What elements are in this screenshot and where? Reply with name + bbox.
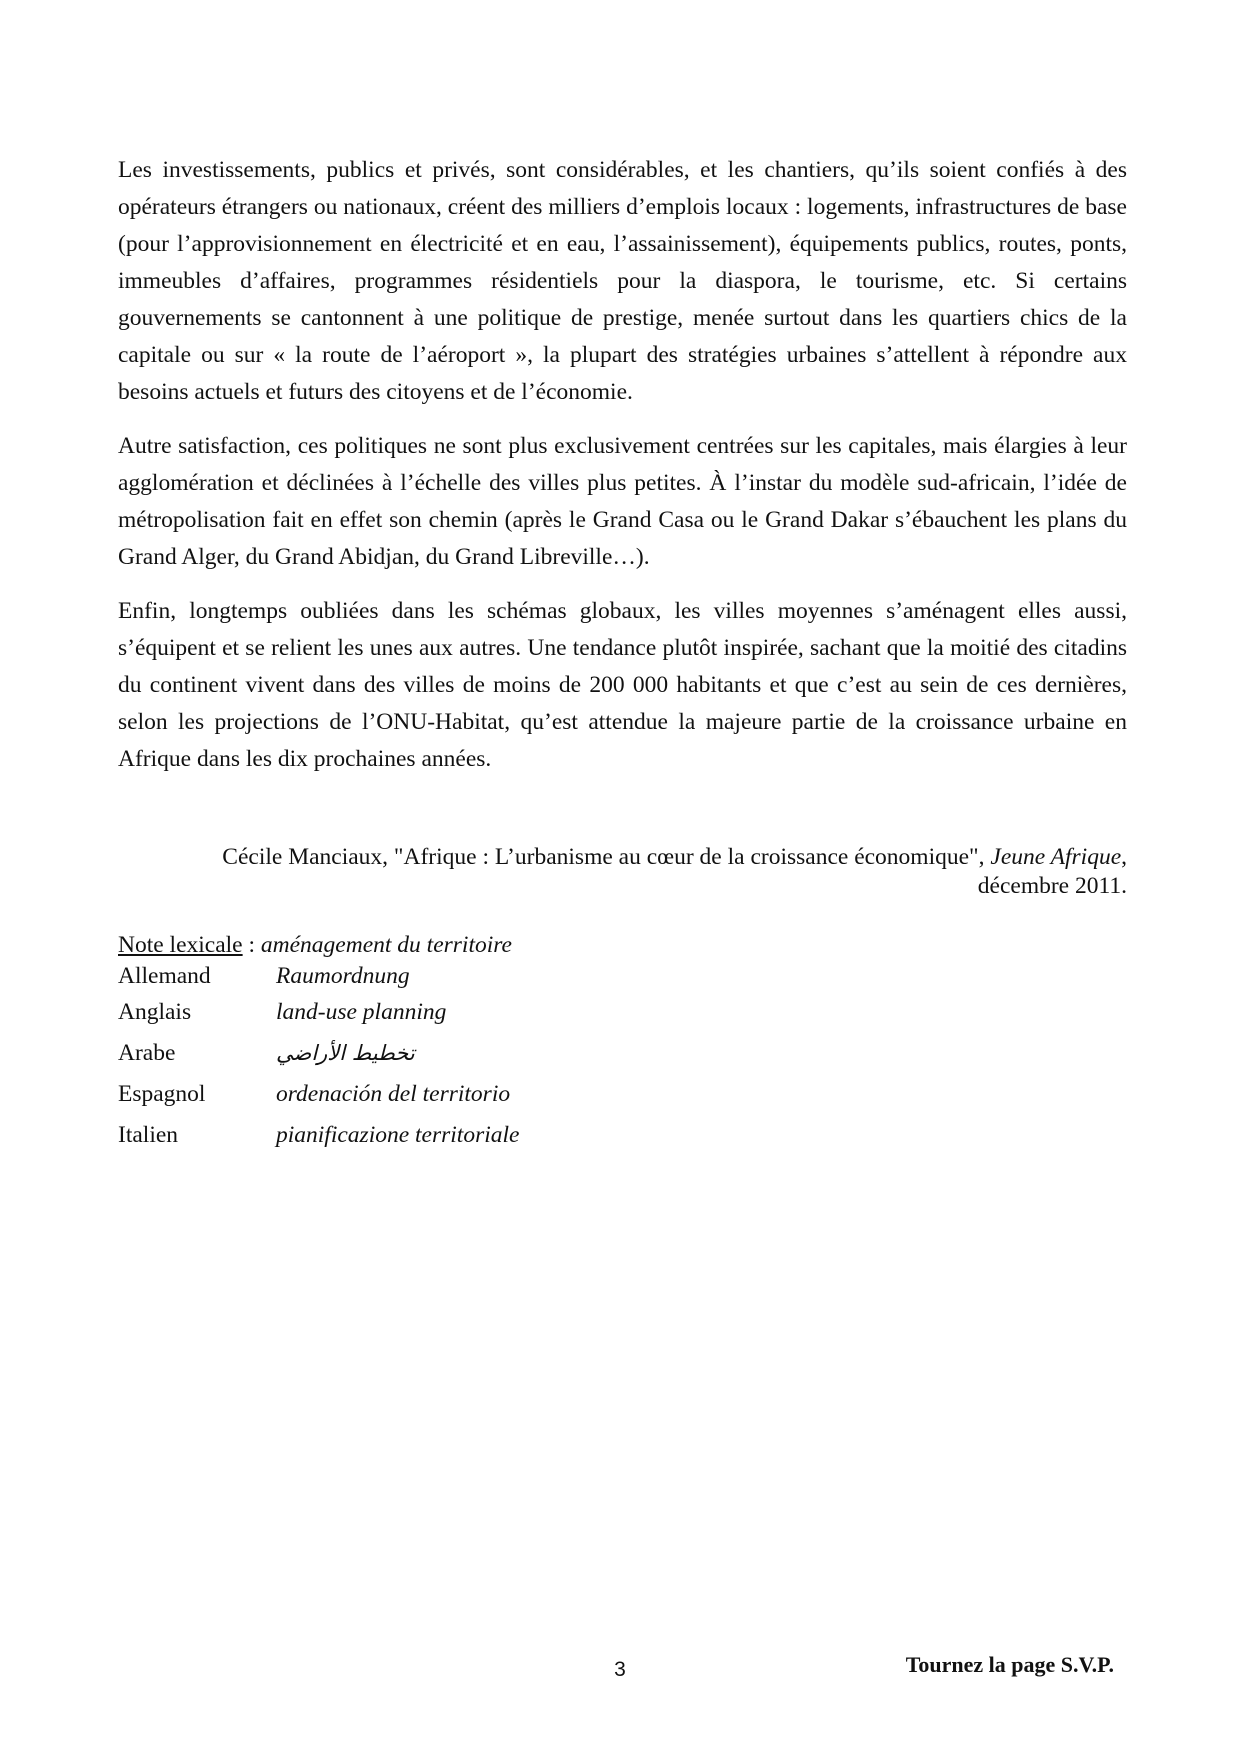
lexical-note-label: Note lexicale [118,932,243,958]
lexical-note-header [118,930,818,960]
article-body [118,152,1127,795]
language-name: Arabe [118,1040,176,1066]
language-name: Anglais [118,999,192,1025]
page-number: 3 [614,1658,626,1681]
citation-journal: Jeune Afrique [990,844,1122,870]
language-name: Allemand [118,963,211,989]
citation-line-1 [118,843,1127,872]
translation-term: ordenación del territorio [276,1081,511,1107]
paragraph-2: Autre satisfaction, ces politiques ne sont plus exclusivement centrées sur les capitales, mais élargies à leur agglomération et déclinées à l’échelle des villes plus petites. À l’instar du modèle sud-africain, l’idée de métropolisation fait en effet son chemin (après le Grand Casa ou le Grand Dakar s’ébauchent les plans du Grand Alger, du Grand Abidjan, du Grand Libreville…). [118,433,1127,570]
translation-row [118,1115,818,1156]
citation [118,843,1127,901]
translation-term: land-use planning [276,999,447,1025]
translation-term: pianificazione territoriale [276,1122,520,1148]
paragraph-3: Enfin, longtemps oubliées dans les schémas globaux, les villes moyennes s’aménagent elles aussi, s’équipent et se relient les unes aux autres. Une tendance plutôt inspirée, sachant que la moitié des citadins du continent vivent dans des villes de moins de 200 000 habitants et que c’est au sein de ces dernières, selon les projections de l’ONU-Habitat, qu’est attendue la majeure partie de la croissance urbaine en Afrique dans les dix prochaines années. [118,598,1127,772]
translation-row [118,960,818,992]
citation-date: décembre 2011. [977,873,1127,899]
lexical-note-separator: : [242,932,261,958]
turn-page-notice: Tournez la page S.V.P. [905,1652,1114,1677]
citation-comma: , [1121,844,1127,870]
translation-row [118,1033,818,1074]
translation-term: Raumordnung [276,963,410,989]
translation-term-arabic: تخطيط الأراضي [276,1041,415,1065]
translation-row [118,1074,818,1115]
translation-row [118,992,818,1033]
language-name: Italien [118,1122,179,1148]
language-name: Espagnol [118,1081,206,1107]
lexical-note [118,930,818,1156]
citation-author-title: Cécile Manciaux, "Afrique : L’urbanisme au cœur de la croissance économique", [222,844,991,870]
lexical-note-term: aménagement du territoire [260,932,512,958]
paragraph-1: Les investissements, publics et privés, sont considérables, et les chantiers, qu’ils soient confiés à des opérateurs étrangers ou nationaux, créent des milliers d’emplois locaux : logements, infrastructures de base (pour l’approvisionnement en électricité et en eau, l’assainissement), équipements publics, routes, ponts, immeubles d’affaires, programmes résidentiels pour la diaspora, le tourisme, etc. Si certains gouvernements se cantonnent à une politique de prestige, menée surtout dans les quartiers chics de la capitale ou sur « la route de l’aéroport », la plupart des stratégies urbaines s’attellent à répondre aux besoins actuels et futurs des citoyens et de l’économie. [118,157,1127,405]
